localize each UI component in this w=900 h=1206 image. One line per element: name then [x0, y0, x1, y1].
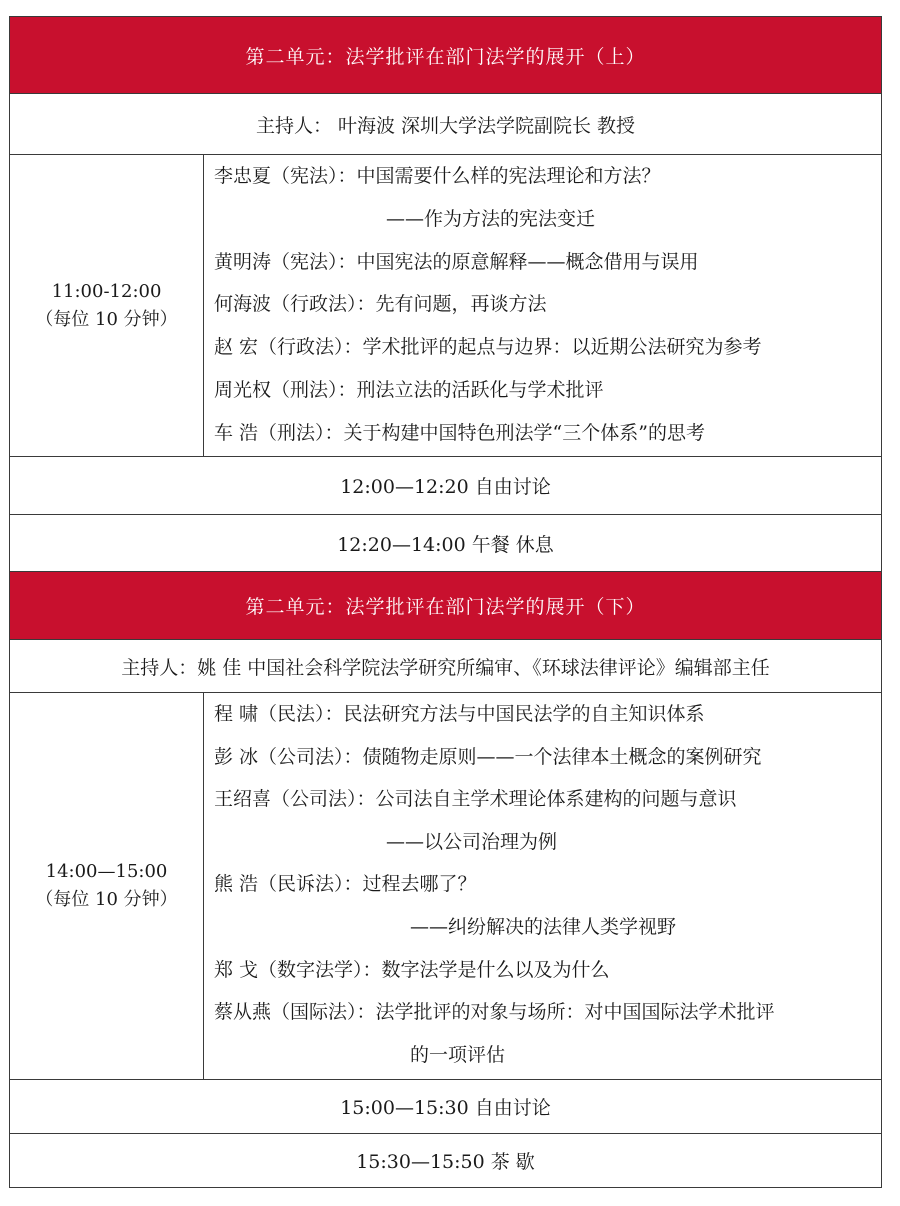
- session2-time-cell: [10, 693, 204, 1080]
- session2-talks-row: [10, 693, 882, 1080]
- session2-header-row: [10, 572, 882, 640]
- session1-header-row: [10, 17, 882, 94]
- talk-line: 赵 宏（行政法）：学术批评的起点与边界：以近期公法研究为参考: [214, 336, 762, 359]
- session1-talk-list: [204, 155, 882, 457]
- talk-line: 周光权（刑法）：刑法立法的活跃化与学术批评: [214, 378, 604, 401]
- lunch-break: 12:20—14:00 午餐 休息: [10, 515, 882, 572]
- talk-line: 程 啸（民法）：民法研究方法与中国民法学的自主知识体系: [214, 703, 705, 725]
- talk-line: ——纠纷解决的法律人类学视野: [410, 915, 677, 938]
- talk-line: ——以公司治理为例: [386, 830, 558, 853]
- session1-talks-row: [10, 155, 882, 457]
- talk-line: 熊 浩（民诉法）：过程去哪了？: [214, 873, 477, 896]
- session2-discussion: 15:00—15:30 自由讨论: [10, 1080, 882, 1134]
- session2-time: 14:00—15:00: [45, 861, 168, 882]
- talk-line: 李忠夏（宪法）：中国需要什么样的宪法理论和方法？: [214, 165, 661, 187]
- schedule-table: [9, 16, 882, 1188]
- tea-row: [10, 1134, 882, 1188]
- session1-host-row: [10, 94, 882, 155]
- session1-note: （每位 10 分钟）: [35, 308, 178, 330]
- talk-line: 的一项评估: [410, 1043, 506, 1066]
- talk-line: 王绍喜（公司法）：公司法自主学术理论体系建构的问题与意识: [214, 788, 737, 811]
- talk-line: 郑 戈（数字法学）：数字法学是什么以及为什么: [214, 958, 610, 981]
- session2-note: （每位 10 分钟）: [35, 889, 178, 910]
- talk-line: 彭 冰（公司法）：债随物走原则——一个法律本土概念的案例研究: [214, 745, 762, 768]
- session1-title: 第二单元：法学批评在部门法学的展开（上）: [10, 17, 882, 94]
- session1-discussion: 12:00—12:20 自由讨论: [10, 457, 882, 515]
- session1-time-cell: [10, 155, 204, 457]
- session1-host: 主持人： 叶海波 深圳大学法学院副院长 教授: [10, 94, 882, 155]
- session2-title: 第二单元：法学批评在部门法学的展开（下）: [10, 572, 882, 640]
- talk-line: 何海波（行政法）：先有问题，再谈方法: [214, 293, 547, 316]
- session2-host-row: [10, 640, 882, 693]
- talk-line: ——作为方法的宪法变迁: [386, 207, 596, 230]
- session1-discussion-row: [10, 457, 882, 515]
- session2-talk-list: [204, 693, 882, 1080]
- talk-line: 黄明涛（宪法）：中国宪法的原意解释——概念借用与误用: [214, 250, 699, 273]
- session2-host: 主持人：姚 佳 中国社会科学院法学研究所编审、《环球法律评论》编辑部主任: [10, 640, 882, 693]
- talk-line: 车 浩（刑法）：关于构建中国特色刑法学“三个体系”的思考: [214, 421, 705, 444]
- session2-discussion-row: [10, 1080, 882, 1134]
- lunch-row: [10, 515, 882, 572]
- session1-time: 11:00-12:00: [51, 280, 162, 302]
- talk-line: 蔡从燕（国际法）：法学批评的对象与场所：对中国国际法学术批评: [214, 1001, 775, 1024]
- tea-break: 15:30—15:50 茶 歇: [10, 1134, 882, 1188]
